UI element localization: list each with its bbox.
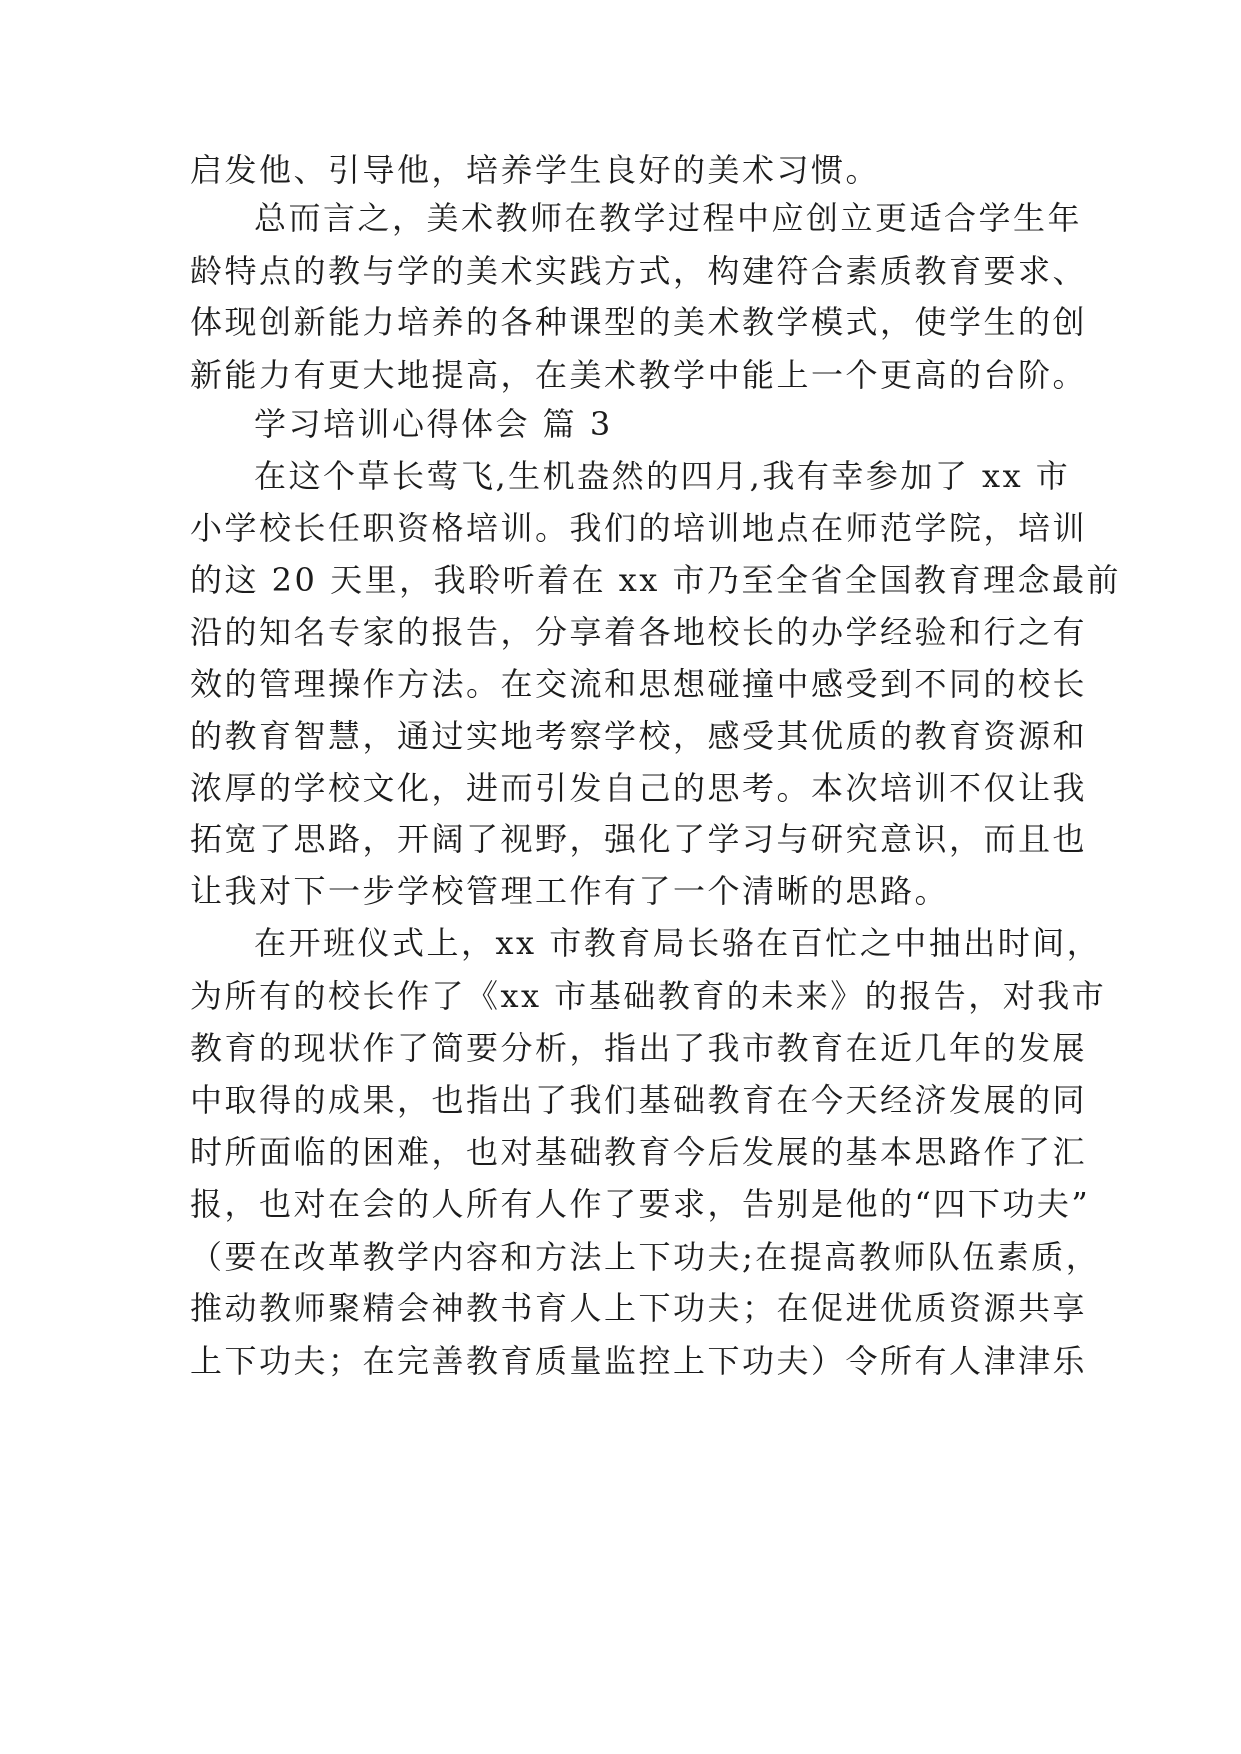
text-line: 中取得的成果，也指出了我们基础教育在今天经济发展的同 — [190, 1081, 1088, 1119]
text-line: 龄特点的教与学的美术实践方式，构建符合素质教育要求、 — [190, 252, 1088, 290]
text-line: 教育的现状作了简要分析，指出了我市教育在近几年的发展 — [190, 1029, 1088, 1067]
text-line: 浓厚的学校文化，进而引发自己的思考。本次培训不仅让我 — [190, 769, 1088, 807]
text-line: 时所面临的困难，也对基础教育今后发展的基本思路作了汇 — [190, 1133, 1088, 1171]
text-line: 报，也对在会的人所有人作了要求，告别是他的“四下功夫” — [190, 1185, 1091, 1223]
text-line: 效的管理操作方法。在交流和思想碰撞中感受到不同的校长 — [190, 665, 1088, 703]
text-line: 上下功夫；在完善教育质量监控上下功夫）令所有人津津乐 — [190, 1342, 1088, 1380]
text-line: 的教育智慧，通过实地考察学校，感受其优质的教育资源和 — [190, 717, 1088, 755]
paragraph-first-line: 在这个草长莺飞,生机盎然的四月,我有幸参加了 xx 市 — [254, 457, 1071, 495]
text-line: 为所有的校长作了《xx 市基础教育的未来》的报告，对我市 — [190, 977, 1107, 1015]
text-line: 体现创新能力培养的各种课型的美术教学模式，使学生的创 — [190, 303, 1088, 341]
text-line: 小学校长任职资格培训。我们的培训地点在师范学院，培训 — [190, 509, 1088, 547]
text-line: 让我对下一步学校管理工作有了一个清晰的思路。 — [190, 872, 950, 910]
paragraph-first-line: 总而言之，美术教师在教学过程中应创立更适合学生年 — [254, 199, 1083, 237]
text-line: 启发他、引导他，培养学生良好的美术习惯。 — [190, 151, 881, 189]
paragraph-first-line: 在开班仪式上，xx 市教育局长骆在百忙之中抽出时间， — [254, 924, 1102, 962]
text-line: 拓宽了思路，开阔了视野，强化了学习与研究意识，而且也 — [190, 820, 1088, 858]
text-line: （要在改革教学内容和方法上下功夫;在提高教师队伍素质， — [190, 1238, 1101, 1276]
text-line: 新能力有更大地提高，在美术教学中能上一个更高的台阶。 — [190, 356, 1088, 394]
text-line: 的这 20 天里，我聆听着在 xx 市乃至全省全国教育理念最前 — [190, 561, 1122, 599]
section-heading: 学习培训心得体会 篇 3 — [254, 405, 613, 443]
text-line: 推动教师聚精会神教书育人上下功夫；在促进优质资源共享 — [190, 1289, 1088, 1327]
text-line: 沿的知名专家的报告，分享着各地校长的办学经验和行之有 — [190, 613, 1088, 651]
